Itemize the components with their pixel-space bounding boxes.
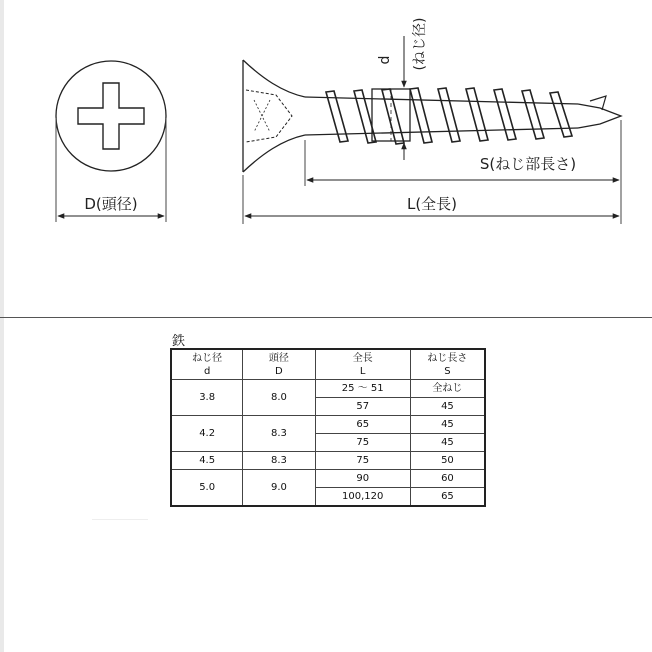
cell-D: 8.3 (243, 416, 315, 452)
spec-table (170, 348, 486, 507)
screw-drawing (0, 0, 652, 317)
cell-S: 65 (410, 488, 485, 507)
cell-S: 45 (410, 416, 485, 434)
screw-threads (326, 88, 572, 144)
cell-L: 100,120 (315, 488, 410, 507)
header-symbol: D (275, 365, 283, 377)
thread-diameter-symbol: d (377, 55, 393, 65)
table-row (171, 380, 485, 398)
header-thread-length (410, 349, 485, 380)
thread-diameter-name: (ねじ径) (412, 17, 428, 71)
material-label: 鉄 (172, 334, 186, 349)
table-row (171, 470, 485, 488)
cell-L: 57 (315, 398, 410, 416)
header-thread-diameter (171, 349, 243, 380)
cell-S: 45 (410, 398, 485, 416)
cell-d: 3.8 (171, 380, 243, 416)
header-symbol: L (359, 365, 366, 377)
cell-D: 8.0 (243, 380, 315, 416)
table-header-row (171, 349, 485, 380)
cell-L: 75 (315, 434, 410, 452)
header-symbol: S (444, 365, 451, 377)
cell-L: 65 (315, 416, 410, 434)
header-name: 頭径 (268, 352, 289, 364)
phillips-cross-icon (78, 83, 144, 149)
table-row (171, 452, 485, 470)
total-length-label: L(全長) (406, 195, 458, 213)
faint-mark (92, 519, 148, 520)
cell-S: 50 (410, 452, 485, 470)
header-name: 全長 (352, 352, 373, 364)
table-row (171, 416, 485, 434)
header-name: ねじ径 (192, 352, 223, 364)
cell-D: 8.3 (243, 452, 315, 470)
cell-d: 4.5 (171, 452, 243, 470)
cell-L: 25 ～ 51 (315, 380, 410, 398)
screw-head-top-view (56, 61, 166, 171)
cell-S: 45 (410, 434, 485, 452)
cell-S: 全ねじ (410, 380, 485, 398)
cell-L: 90 (315, 470, 410, 488)
thread-length-label: S(ねじ部長さ) (479, 155, 577, 173)
cell-S: 60 (410, 470, 485, 488)
cell-d: 4.2 (171, 416, 243, 452)
header-symbol: d (203, 365, 211, 377)
header-total-length (315, 349, 410, 380)
cell-d: 5.0 (171, 470, 243, 507)
section-divider (0, 317, 652, 318)
cell-L: 75 (315, 452, 410, 470)
cell-D: 9.0 (243, 470, 315, 507)
header-head-diameter (243, 349, 315, 380)
head-diameter-label: D(頭径) (84, 195, 138, 213)
header-name: ねじ長さ (427, 352, 468, 364)
